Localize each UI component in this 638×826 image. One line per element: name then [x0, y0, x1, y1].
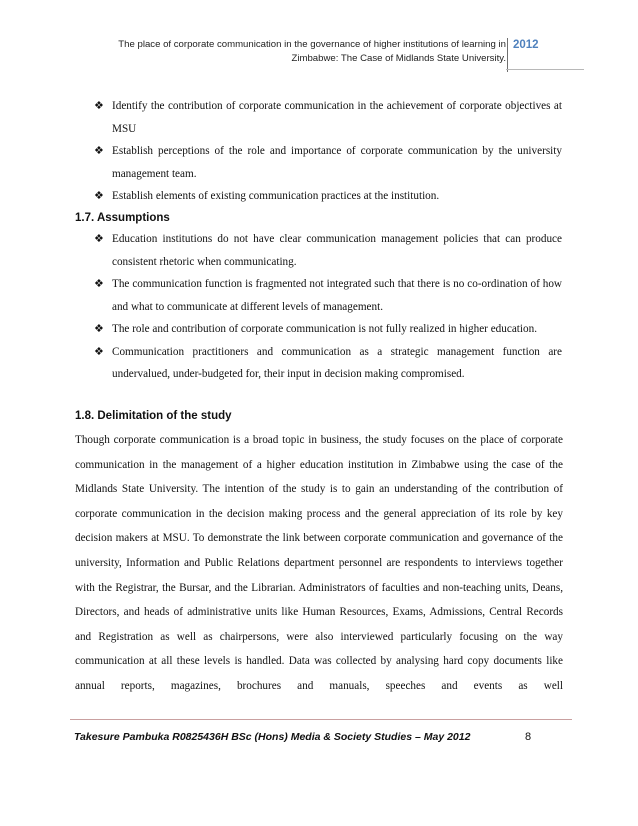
list-item-text: Establish elements of existing communication practices at the institution. [112, 190, 440, 202]
footer-text: Takesure Pambuka R0825436H BSc (Hons) Media & Society Studies – May 2012 [74, 731, 471, 743]
header-divider-shadow [506, 69, 584, 70]
footer-divider [70, 719, 572, 720]
assumptions-heading: 1.7. Assumptions [75, 212, 170, 224]
list-item [94, 273, 562, 318]
list-item [94, 228, 562, 273]
delimitation-paragraph: Though corporate communication is a broad topic in business, the study focuses on the place of corporate communication in the management of a higher education institution in Zimbabwe using the case of the Midlands State University. The intention of the study is to gain an understanding of the contribution of corporate communication in the decision making process and the general appreciation of its role by key decision makers at MSU. To demonstrate the link between corporate communication and governance of the university, Information and Public Relations department personnel are respondents to interviews together with the Registrar, the Bursar, and the Librarian. Administrators of faculties and non-teaching units, Deans, Directors, and heads of administrative units like Human Resources, Exams, Admissions, Central Records and Registration as well as chairpersons, were also interviewed particularly focusing on the way communication at all these levels is handled. Data was collected by analysing hard copy documents like annual reports, magazines, brochures and manuals, speeches and events as well [75, 434, 563, 692]
list-item-text: The role and contribution of corporate communication is not fully realized in higher education. [112, 323, 537, 335]
diamond-bullet-icon: ❖ [94, 322, 104, 335]
list-item-text: Identify the contribution of corporate communication in the achievement of corporate objectives at MSU [112, 100, 562, 135]
header-title [70, 38, 506, 66]
diamond-bullet-icon: ❖ [94, 277, 104, 290]
header-title-line-1: The place of corporate communication in the governance of higher institutions of learning in [118, 39, 506, 50]
diamond-bullet-icon: ❖ [94, 99, 104, 112]
header-divider [507, 38, 508, 72]
diamond-bullet-icon: ❖ [94, 232, 104, 245]
list-item-text: Education institutions do not have clear communication management policies that can produce consistent rhetoric when communicating. [112, 233, 562, 268]
diamond-bullet-icon: ❖ [94, 144, 104, 157]
list-item [94, 341, 562, 386]
list-item [94, 140, 562, 185]
list-item-text: Establish perceptions of the role and importance of corporate communication by the university management team. [112, 145, 562, 180]
page-number: 8 [525, 731, 532, 743]
objectives-list [94, 95, 562, 208]
list-item-text: The communication function is fragmented not integrated such that there is no co-ordination of how and what to communicate at different levels of management. [112, 278, 562, 313]
header-year: 2012 [513, 39, 539, 51]
list-item-text: Communication practitioners and communication as a strategic management function are undervalued, under-budgeted for, their input in decision making compromised. [112, 345, 562, 380]
list-item [94, 95, 562, 140]
delimitation-heading: 1.8. Delimitation of the study [75, 410, 232, 422]
page-header [70, 38, 570, 74]
diamond-bullet-icon: ❖ [94, 344, 104, 358]
header-title-line-2: Zimbabwe: The Case of Midlands State University. [291, 53, 506, 64]
list-item [94, 318, 562, 341]
list-item [94, 185, 562, 208]
assumptions-list [94, 228, 562, 386]
diamond-bullet-icon: ❖ [94, 189, 104, 202]
